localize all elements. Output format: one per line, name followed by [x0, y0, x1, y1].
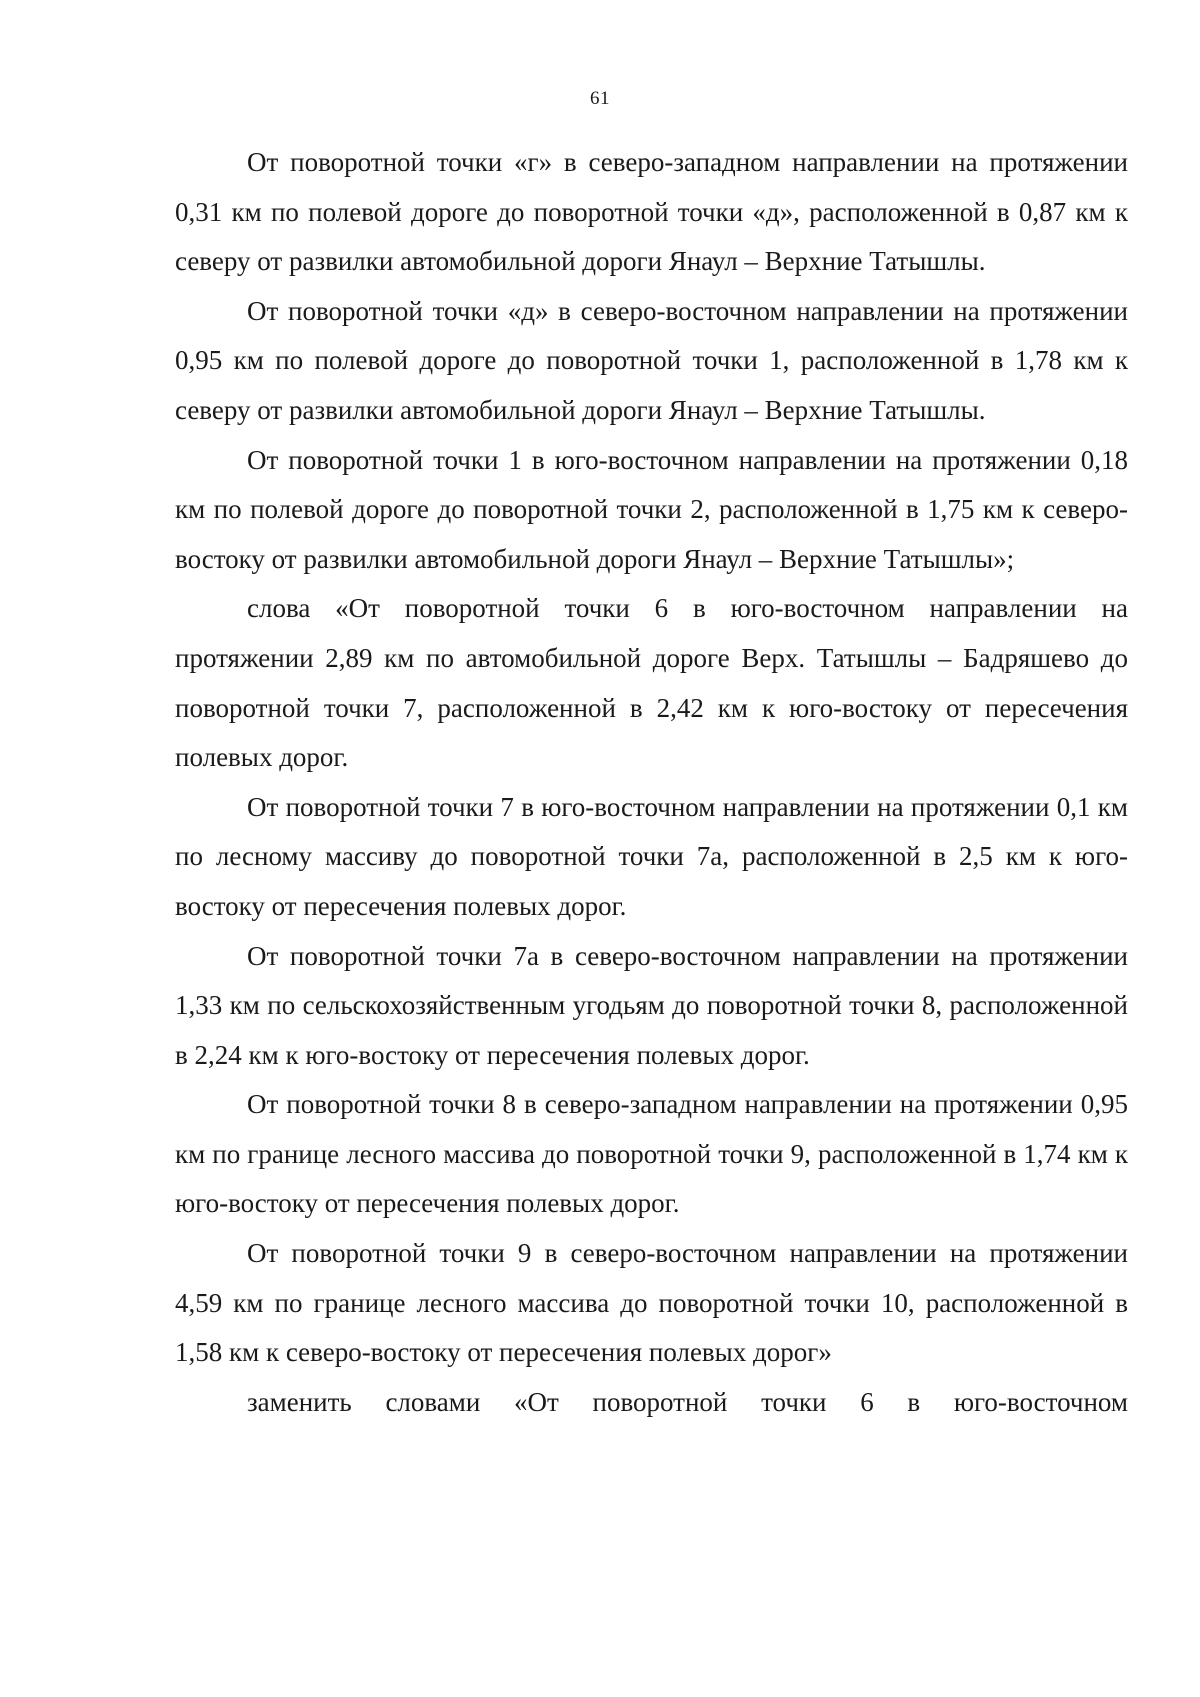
paragraph-point-9: От поворотной точки 9 в северо-восточном направлении на протяжении 4,59 км по границе лесного массива до поворотной точки 10, расположенной в 1,58 км к северо-востоку от пересечения полевых дорог»	[175, 1238, 1128, 1368]
paragraph-words-point-6: слова «От поворотной точки 6 в юго-восточном направлении на протяжении 2,89 км по автомобильной дороге Верх. Татышлы – Бадряшево до поворотной точки 7, расположенной в 2,42 км к юго-востоку от пересечения полевых дорог.	[175, 593, 1128, 773]
document-body	[175, 138, 1128, 1427]
paragraph-point-8: От поворотной точки 8 в северо-западном направлении на протяжении 0,95 км по границе лесного массива до поворотной точки 9, расположенной в 1,74 км к юго-востоку от пересечения полевых дорог.	[175, 1089, 1128, 1219]
paragraph-replace-words: заменить словами «От поворотной точки 6 в юго-восточном	[247, 1386, 1128, 1417]
paragraph-point-g: От поворотной точки «г» в северо-западном направлении на протяжении 0,31 км по полевой дороге до поворотной точки «д», расположенной в 0,87 км к северу от развилки автомобильной дороги Янаул – Верхние Татышлы.	[175, 147, 1128, 277]
page-number: 61	[590, 88, 610, 109]
paragraph-point-d: От поворотной точки «д» в северо-восточном направлении на протяжении 0,95 км по полевой дороге до поворотной точки 1, расположенной в 1,78 км к северу от развилки автомобильной дороги Янаул – Верхние Татышлы.	[175, 295, 1128, 425]
paragraph-point-1: От поворотной точки 1 в юго-восточном направлении на протяжении 0,18 км по полевой дороге до поворотной точки 2, расположенной в 1,75 км к северо-востоку от развилки автомобильной дороги Янаул – Верхние Татышлы»;	[175, 444, 1128, 574]
paragraph-point-7: От поворотной точки 7 в юго-восточном направлении на протяжении 0,1 км по лесному массиву до поворотной точки 7а, расположенной в 2,5 км к юго-востоку от пересечения полевых дорог.	[175, 791, 1128, 921]
paragraph-point-7a: От поворотной точки 7а в северо-восточном направлении на протяжении 1,33 км по сельскохозяйственным угодьям до поворотной точки 8, расположенной в 2,24 км к юго-востоку от пересечения полевых дорог.	[175, 940, 1128, 1070]
